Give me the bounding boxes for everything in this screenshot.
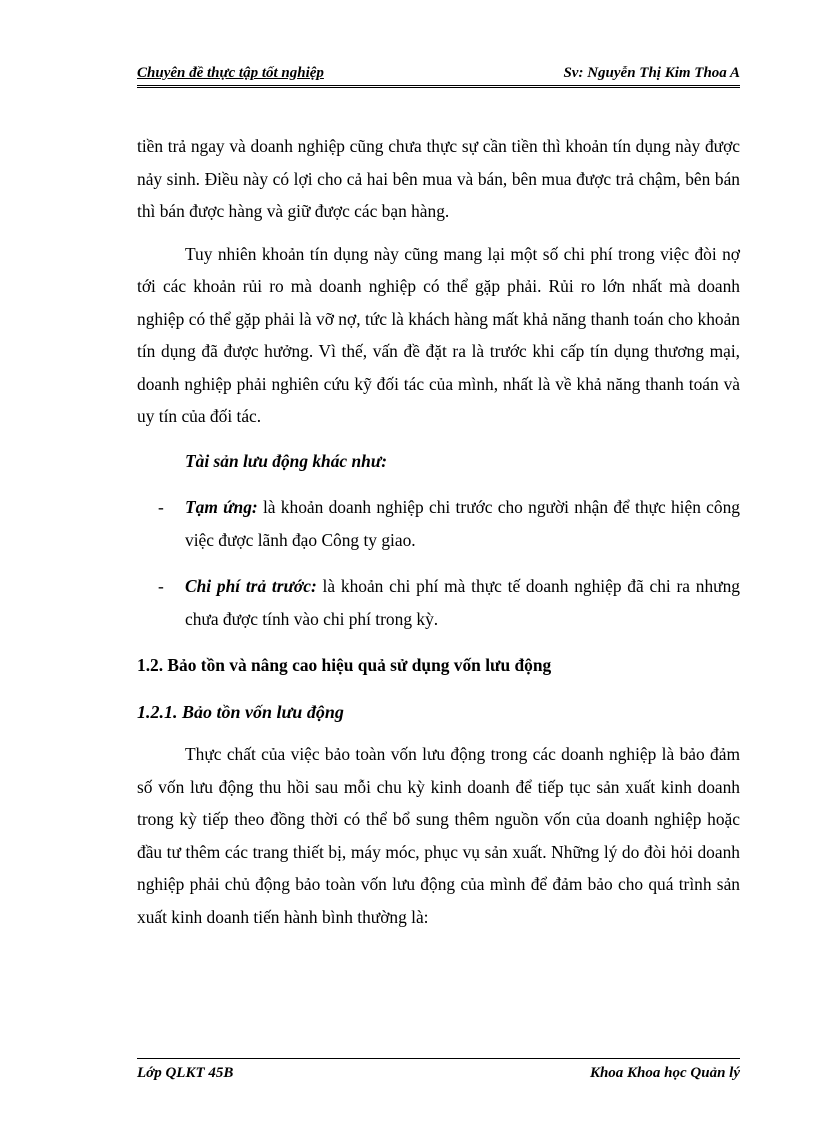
- list-item-prepaid: [137, 570, 740, 635]
- list-text: là khoản doanh nghiệp chi trước cho người nhận để thực hiện công việc được lãnh đạo Công ty giao.: [185, 497, 740, 550]
- list-dash: -: [158, 576, 164, 596]
- section-heading: 1.2. Bảo tồn và nâng cao hiệu quả sử dụng vốn lưu động: [137, 655, 552, 675]
- subheading-other-assets: Tài sản lưu động khác như:: [185, 450, 388, 471]
- page-body: [137, 130, 740, 933]
- list-dash: -: [158, 497, 164, 517]
- list-text: là khoản chi phí mà thực tế doanh nghiệp đã chi ra nhưng chưa được tính vào chi phí trong kỳ.: [185, 576, 740, 629]
- header-author: Sv: Nguyễn Thị Kim Thoa A: [563, 65, 740, 81]
- footer-class: Lớp QLKT 45B: [137, 1065, 234, 1081]
- header-title: Chuyên đề thực tập tốt nghiệp: [137, 65, 324, 81]
- list-item-advance: [137, 491, 740, 556]
- paragraph-credit-costs: Tuy nhiên khoản tín dụng này cũng mang lại một số chi phí trong việc đòi nợ tới các khoản rủi ro mà doanh nghiệp có thể gặp phải. Rủi ro lớn nhất mà doanh nghiệp có thể gặp phải là vỡ nợ, tức là khách hàng mất khả năng thanh toán cho khoản tín dụng đã được hưởng. Vì thế, vấn đề đặt ra là trước khi cấp tín dụng thương mại, doanh nghiệp phải nghiên cứu kỹ đối tác của mình, nhất là về khả năng thanh toán và uy tín của đối tác.: [137, 243, 740, 426]
- page-header: [137, 63, 740, 88]
- footer-faculty: Khoa Khoa học Quản lý: [589, 1065, 740, 1081]
- page-footer: [137, 1058, 740, 1087]
- list-term: Tạm ứng:: [185, 497, 258, 517]
- subsection-heading: 1.2.1. Bảo tồn vốn lưu động: [137, 701, 344, 722]
- paragraph-credit-continued: tiền trả ngay và doanh nghiệp cũng chưa thực sự cần tiền thì khoản tín dụng này được nảy sinh. Điều này có lợi cho cả hai bên mua và bán, bên mua được trả chậm, bên bán thì bán được hàng và giữ được các bạn hàng.: [137, 136, 740, 221]
- list-term: Chi phí trả trước:: [185, 576, 317, 596]
- paragraph-preservation: Thực chất của việc bảo toàn vốn lưu động trong các doanh nghiệp là bảo đảm số vốn lưu động thu hồi sau mỗi chu kỳ kinh doanh để tiếp tục sản xuất kinh doanh trong kỳ tiếp theo đồng thời có thể bổ sung thêm nguồn vốn của doanh nghiệp hoặc đầu tư thêm các trang thiết bị, máy móc, phục vụ sản xuất. Những lý do đòi hỏi doanh nghiệp phải chủ động bảo toàn vốn lưu động của mình để đảm bảo cho quá trình sản xuất kinh doanh tiến hành bình thường là:: [137, 744, 740, 927]
